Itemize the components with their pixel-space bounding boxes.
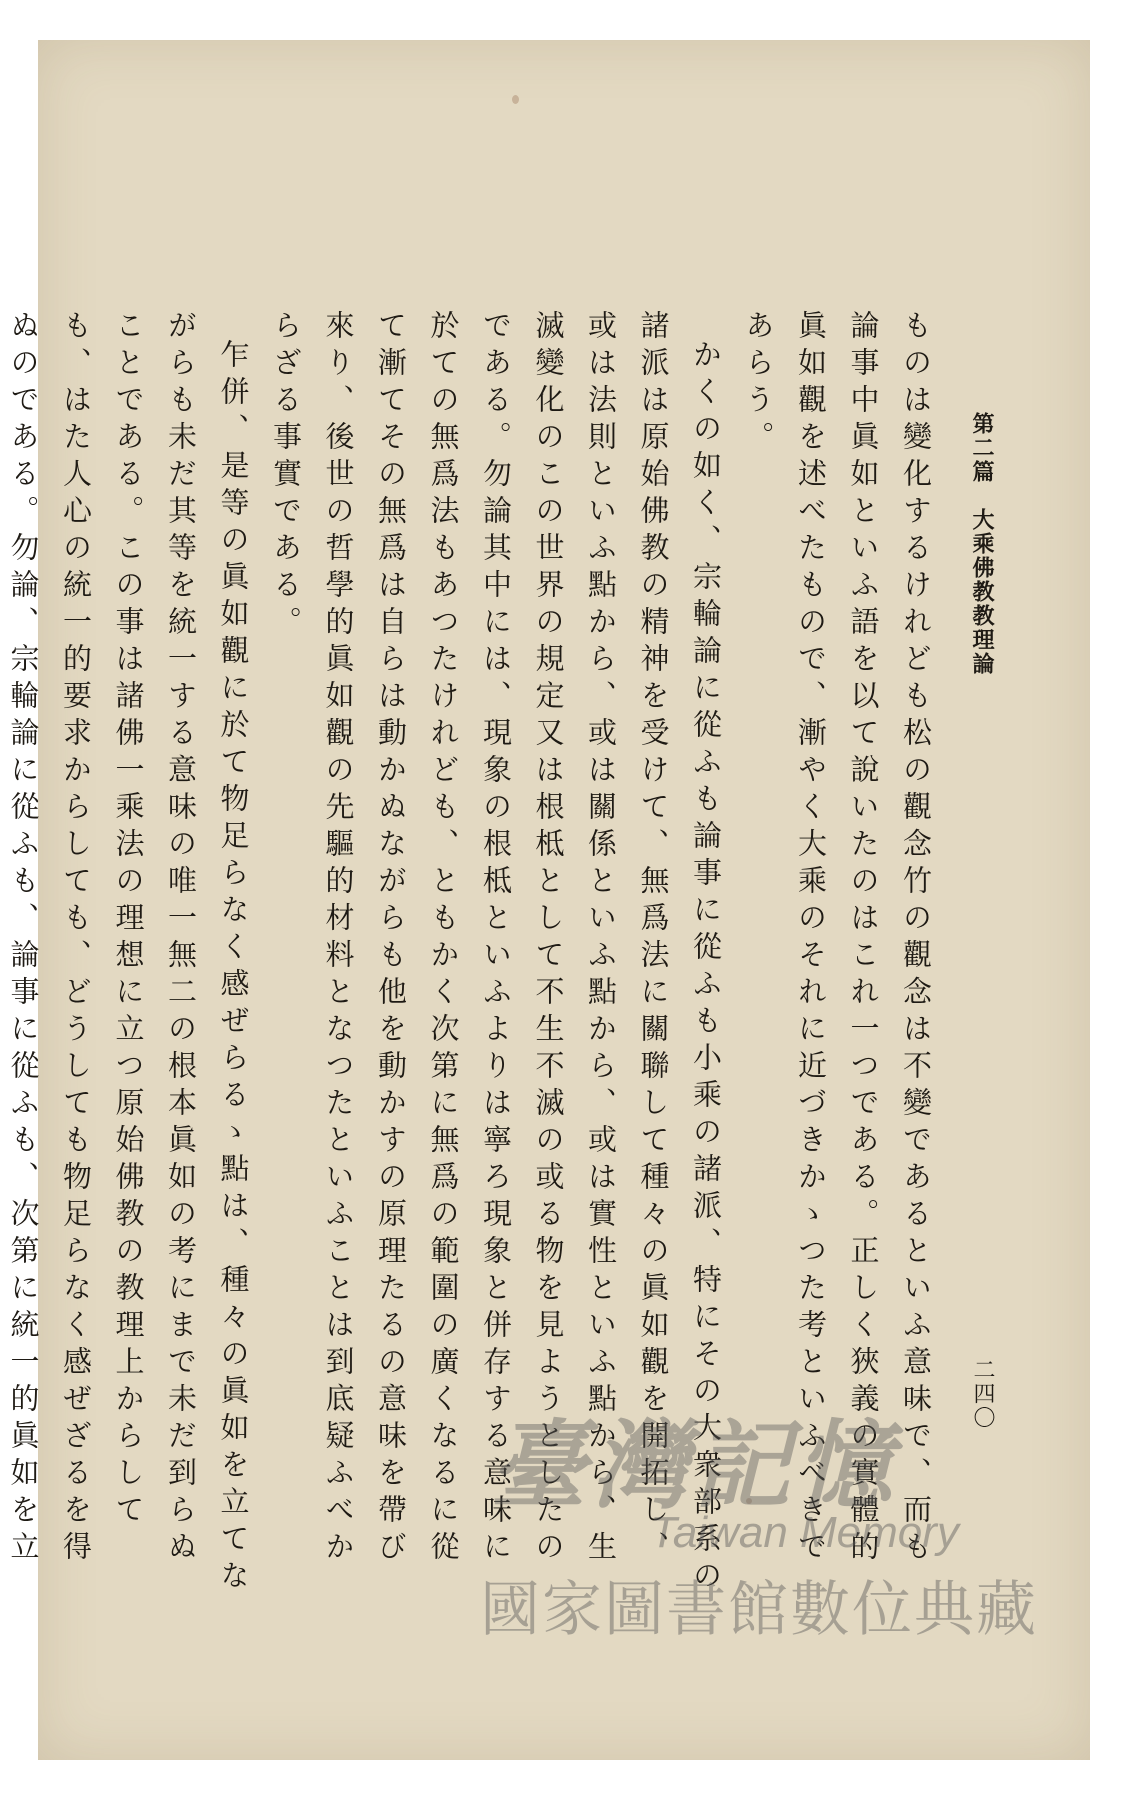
body-text bbox=[6, 310, 942, 1600]
watermark-english: Taiwan Memory bbox=[650, 1508, 959, 1557]
paragraph-3: 乍併、是等の眞如觀に於て物足らなく感ぜらるゝ點は、種々の眞如を立てながらも未だ其等を統一する意味の唯一無二の根本眞如の考にまで未だ到らぬことである。この事は諸佛一乘法の理想に立つ原始佛教の教理上からしても、はた人心の統一的要求からしても、どうしても物足らなく感ぜざるを得ぬのである。勿論、宗輪論に從ふも、論事に從ふも、次第に統一的眞如を立 bbox=[6, 310, 251, 1597]
paper-stain bbox=[512, 95, 519, 104]
page-number: 二四〇 bbox=[970, 1358, 995, 1430]
paragraph-2: かくの如く、宗輪論に從ふも論事に從ふも小乘の諸派、特にその大衆部系の諸派は原始佛教の精神を受けて、無爲法に關聯して種々の眞如觀を開拓し、或は法則といふ點から、或は關係といふ點から、或は實性といふ點から、生滅變化のこの世界の規定又は根柢として不生不滅の或る物を見ようとしたのである。勿論其中には、現象の根柢といふよりは寧ろ現象と併存する意味に於ての無爲法もあつたけれども、ともかく次第に無爲の範圍の廣くなるに從て漸てその無爲は自らは動かぬながらも他を動かすの原理たるの意味を帶び來り、後世の哲學的眞如觀の先驅的材料となつたといふことは到底疑ふべからざる事實である。 bbox=[269, 310, 723, 1597]
watermark-logo: 臺灣記憶 bbox=[490, 1409, 898, 1522]
paragraph-1: ものは變化するけれども松の觀念竹の觀念は不變であるといふ意味で、而も論事中眞如といふ語を以て說いたのはこれ一つである。正しく狹義の實體的眞如觀を述べたもので、漸やく大乘のそれに近づきかゝつた考といふべきであらう。 bbox=[741, 310, 933, 1568]
running-header-title: 第二篇 大乘佛教教理論 bbox=[969, 412, 995, 676]
watermark-chinese: 國家圖書館數位典藏 bbox=[480, 1575, 1038, 1645]
